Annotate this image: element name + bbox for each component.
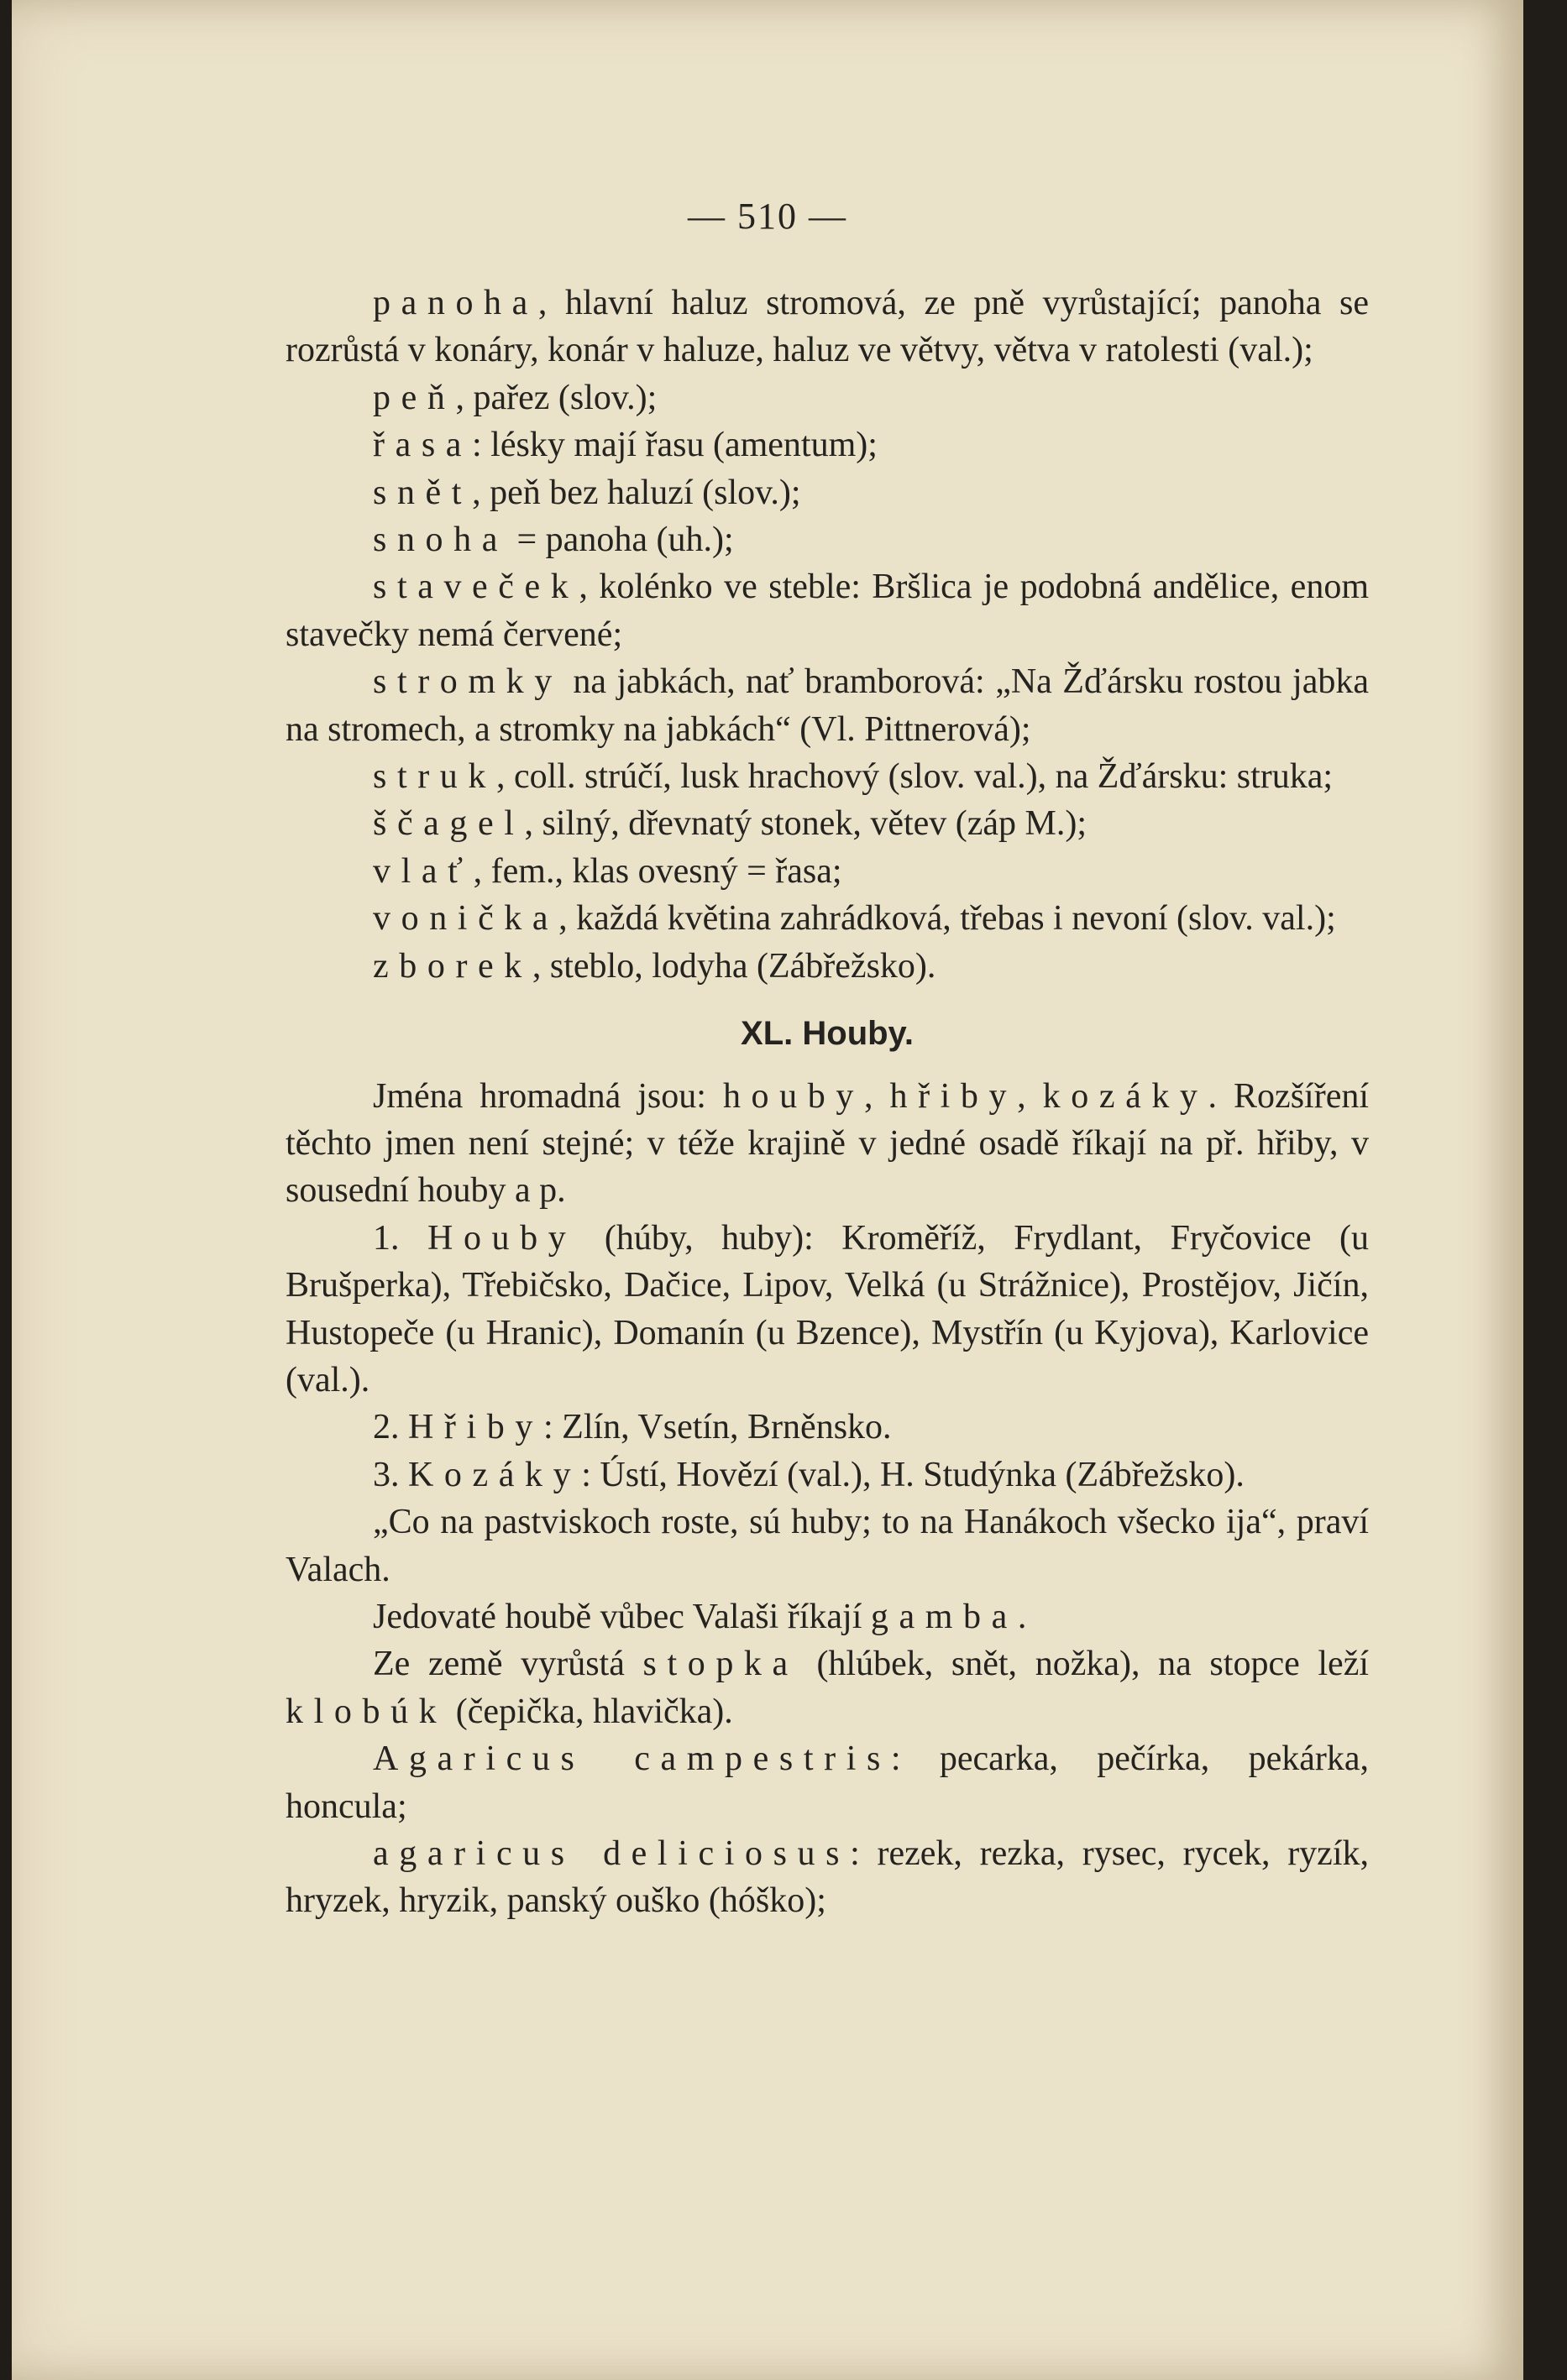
item-term: Houby bbox=[427, 1218, 577, 1258]
jedovate-paragraph bbox=[286, 1593, 1369, 1640]
paragraph-text: Ze země vyrůstá bbox=[373, 1645, 643, 1684]
page-number: — 510 — bbox=[688, 196, 847, 237]
term-stopka: stopka bbox=[642, 1645, 799, 1684]
entry-panoha bbox=[286, 280, 1369, 374]
species-deliciosus bbox=[286, 1830, 1369, 1925]
entry-term: staveček bbox=[373, 568, 579, 607]
intro-text: , bbox=[1017, 1076, 1043, 1116]
entry-term: stromky bbox=[373, 662, 563, 702]
entry-pen bbox=[286, 374, 1369, 421]
item-term: Hřiby bbox=[408, 1408, 543, 1447]
list-item-houby bbox=[286, 1215, 1369, 1404]
entry-body: : lésky mají řasu (amentum); bbox=[472, 426, 878, 465]
entry-term: zborek bbox=[373, 946, 532, 986]
entry-scagel bbox=[286, 800, 1369, 847]
entry-body: , steblo, lodyha (Zábřežsko). bbox=[532, 946, 936, 986]
paragraph-text: . bbox=[1017, 1597, 1027, 1636]
entry-term: panoha bbox=[373, 284, 538, 322]
species-term: Agaricus campestris bbox=[373, 1739, 891, 1779]
species-body: : rezek, rezka, rysec, rycek, ryzík, hryzek, hryzik, panský ouško (hóško); bbox=[286, 1834, 1369, 1921]
entry-term: snoha bbox=[373, 520, 508, 560]
entry-struk bbox=[286, 753, 1369, 800]
entry-snoha bbox=[286, 516, 1369, 563]
entry-term: struk bbox=[373, 757, 496, 797]
entry-term: vlať bbox=[373, 851, 474, 891]
entry-body: , kolénko ve steble: Bršlica je podobná andělice, enom stavečky nemá červené; bbox=[286, 568, 1369, 654]
entry-vlat bbox=[286, 848, 1369, 895]
species-campestris bbox=[286, 1735, 1369, 1830]
item-body: : Zlín, Vsetín, Brněnsko. bbox=[543, 1408, 892, 1447]
paragraph-text: (hlúbek, snět, nožka), na stopce leží bbox=[798, 1645, 1369, 1684]
entry-term: ščagel bbox=[373, 804, 525, 844]
entry-body: , coll. strúčí, lusk hrachový (slov. val.), na Žďársku: struka; bbox=[496, 757, 1334, 797]
entry-zborek bbox=[286, 943, 1369, 990]
item-body: : Ústí, Hovězí (val.), H. Studýnka (Zábřežsko). bbox=[581, 1455, 1245, 1494]
entry-body: , silný, dřevnatý stonek, větev (záp M.); bbox=[524, 804, 1087, 844]
section-heading: XL. Houby. bbox=[741, 1015, 914, 1053]
entry-body: = panoha (uh.); bbox=[508, 520, 734, 560]
item-body: (húby, huby): Kroměříž, Frydlant, Fryčovice (u Brušperka), Třebičsko, Dačice, Lipov, Velká (u Strážnice), Prostějov, Jičín, Hustopeče (u Hranic), Domanín (u Bzence), Mystřín (u Kyjova), Karlovice (val.). bbox=[286, 1218, 1370, 1399]
item-number: 2. bbox=[373, 1408, 400, 1447]
entry-term: snět bbox=[373, 473, 473, 512]
entry-term: řasa bbox=[373, 426, 473, 465]
entry-stromky bbox=[286, 658, 1369, 753]
term-kozaky: kozáky bbox=[1042, 1076, 1208, 1116]
entry-body: , peň bez haluzí (slov.); bbox=[472, 473, 801, 512]
entry-body: , hlavní haluz stromová, ze pně vyrůstající; panoha se rozrůstá v konáry, konár v haluze, haluz ve větvy, větva v ratolesti (val.); bbox=[286, 284, 1369, 370]
entry-vonicka bbox=[286, 895, 1369, 942]
entry-rasa bbox=[286, 421, 1369, 468]
term-klobuk: klobúk bbox=[286, 1692, 448, 1731]
entry-body: na jabkách, nať bramborová: „Na Žďársku rostou jabka na stromech, a stromky na jabkách“ (Vl. Pittnerová); bbox=[286, 662, 1369, 749]
entry-term: peň bbox=[373, 378, 456, 417]
species-term: agaricus deliciosus bbox=[373, 1834, 851, 1873]
intro-paragraph bbox=[286, 1073, 1369, 1215]
term-hriby: hřiby bbox=[889, 1076, 1018, 1116]
entry-term: vonička bbox=[373, 899, 559, 939]
quote-paragraph: „Co na pastviskoch roste, sú huby; to na Hanákoch všecko ija“, praví Valach. bbox=[286, 1503, 1369, 1589]
item-number: 1. bbox=[373, 1218, 400, 1258]
intro-text: Jména hromadná jsou: bbox=[373, 1076, 723, 1116]
entry-body: , pařez (slov.); bbox=[455, 378, 658, 417]
stopka-paragraph bbox=[286, 1640, 1369, 1735]
entry-stavecek bbox=[286, 563, 1369, 658]
entry-snet bbox=[286, 469, 1369, 516]
intro-text: , bbox=[863, 1076, 890, 1116]
paragraph-text: (čepička, hlavička). bbox=[447, 1692, 733, 1731]
intro-text: . Rozšíření těchto jmen není stejné; v téže krajině v jedné osadě říkají na př. hřiby, v sousední houby a p. bbox=[286, 1076, 1370, 1211]
entry-body: , každá květina zahrádková, třebas i nevoní (slov. val.); bbox=[558, 899, 1336, 939]
term-gamba: gamba bbox=[870, 1597, 1018, 1636]
list-item-kozaky bbox=[286, 1452, 1369, 1499]
book-page bbox=[12, 0, 1523, 2380]
list-item-hriby bbox=[286, 1404, 1369, 1451]
paragraph-text: Jedovaté houbě vůbec Valaši říkají bbox=[373, 1597, 871, 1636]
item-number: 3. bbox=[373, 1455, 400, 1494]
page-text bbox=[286, 280, 1369, 1925]
species-body: : pecarka, pečírka, pekárka, honcula; bbox=[286, 1739, 1370, 1826]
term-houby: houby bbox=[722, 1076, 864, 1116]
item-term: Kozáky bbox=[408, 1455, 582, 1494]
entry-body: , fem., klas ovesný = řasa; bbox=[473, 851, 842, 891]
